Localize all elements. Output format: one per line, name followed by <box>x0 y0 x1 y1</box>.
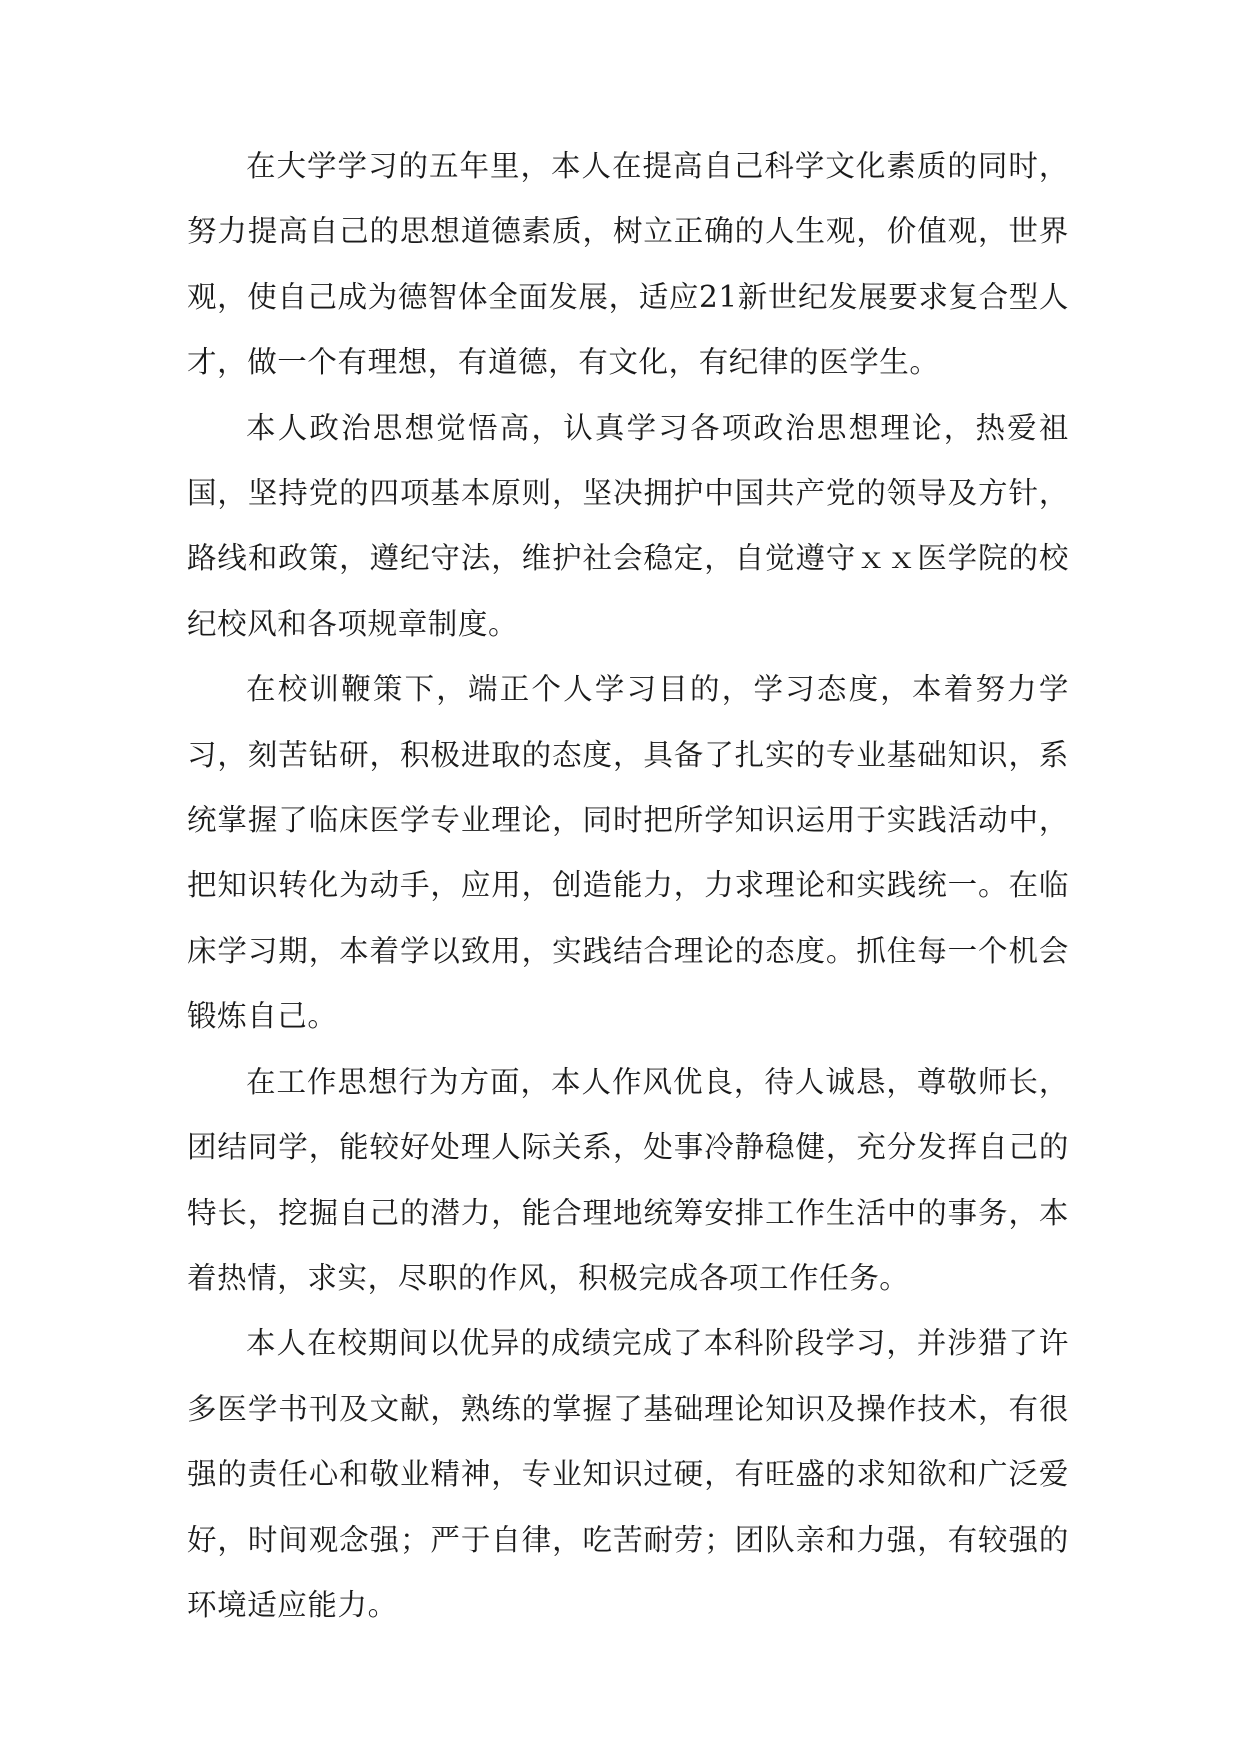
paragraph-study: 在大学学习的五年里，本人在提高自己科学文化素质的同时，努力提高自己的思想道德素质，树立正确的人生观，价值观，世界观，使自己成为德智体全面发展，适应21新世纪发展要求复合型人才，做一个有理想，有道德，有文化，有纪律的医学生。 <box>187 149 1069 380</box>
document-body <box>187 134 1069 1638</box>
paragraph-politics: 本人政治思想觉悟高，认真学习各项政治思想理论，热爱祖国，坚持党的四项基本原则，坚决拥护中国共产党的领导及方针，路线和政策，遵纪守法，维护社会稳定，自觉遵守ｘｘ医学院的校纪校风和各项规章制度。 <box>187 410 1069 641</box>
paragraph-work-conduct: 在工作思想行为方面，本人作风优良，待人诚恳，尊敬师长，团结同学，能较好处理人际关系，处事冷静稳健，充分发挥自己的特长，挖掘自己的潜力，能合理地统筹安排工作生活中的事务，本着热情，求实，尽职的作风，积极完成各项工作任务。 <box>187 1064 1069 1295</box>
paragraph-learning-attitude: 在校训鞭策下，端正个人学习目的，学习态度，本着努力学习，刻苦钻研，积极进取的态度，具备了扎实的专业基础知识，系统掌握了临床医学专业理论，同时把所学知识运用于实践活动中，把知识转化为动手，应用，创造能力，力求理论和实践统一。在临床学习期，本着学以致用，实践结合理论的态度。抓住每一个机会锻炼自己。 <box>187 672 1069 1034</box>
paragraph-achievements: 本人在校期间以优异的成绩完成了本科阶段学习，并涉猎了许多医学书刊及文献，熟练的掌握了基础理论知识及操作技术，有很强的责任心和敬业精神，专业知识过硬，有旺盛的求知欲和广泛爱好，时间观念强；严于自律，吃苦耐劳；团队亲和力强，有较强的环境适应能力。 <box>187 1326 1069 1622</box>
